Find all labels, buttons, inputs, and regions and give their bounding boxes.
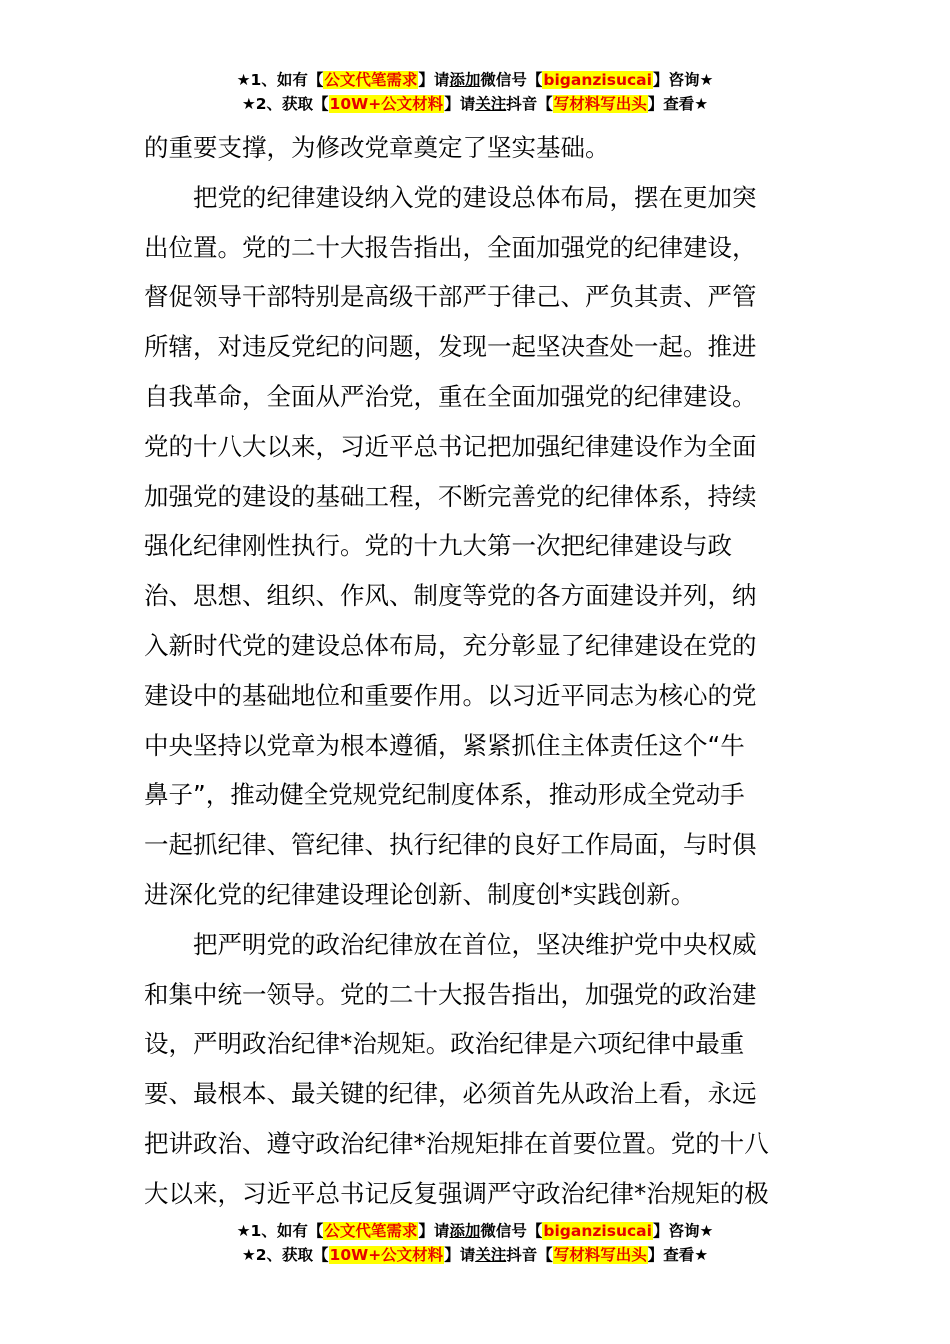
text-line: 中央坚持以党章为根本遵循，紧紧抓住主体责任这个“牛: [144, 730, 745, 760]
text-line: 党的十八大以来，习近平总书记把加强纪律建设作为全面: [144, 431, 757, 461]
text-line: 鼻子”，推动健全党规党纪制度体系，推动形成全党动手: [144, 780, 745, 810]
text-line: 一起抓纪律、管纪律、执行纪律的良好工作局面，与时俱: [144, 830, 757, 860]
text-line: 要、最根本、最关键的纪律，必须首先从政治上看，永远: [144, 1079, 757, 1109]
text-line: 自我革命，全面从严治党，重在全面加强党的纪律建设。: [144, 381, 757, 411]
banner-text: ★1、如有【: [236, 1222, 324, 1240]
banner-underline: 添加: [449, 71, 481, 89]
banner-text: 】查看★: [647, 95, 709, 113]
banner-highlight: biganzisucai: [543, 71, 652, 89]
banner-line-2: [0, 1243, 950, 1267]
header-banner: [0, 68, 950, 116]
banner-text: 】请: [444, 1246, 476, 1264]
banner-text: 】请: [418, 71, 450, 89]
banner-text: 】请: [444, 95, 476, 113]
banner-line-2: [0, 92, 950, 116]
banner-line-1: [0, 68, 950, 92]
text-line: 进深化党的纪律建设理论创新、制度创*实践创新。: [144, 879, 696, 909]
text-line: 督促领导干部特别是高级干部严于律己、严负其责、严管: [144, 282, 757, 312]
text-line: 的重要支撑，为修改党章奠定了坚实基础。: [144, 133, 610, 162]
text-line: 出位置。党的二十大报告指出，全面加强党的纪律建设，: [144, 232, 757, 262]
text-line: 把讲政治、遵守政治纪律*治规矩排在首要位置。党的十八: [144, 1128, 769, 1158]
banner-underline: 关注: [475, 95, 507, 113]
banner-text: 】咨询★: [652, 1222, 714, 1240]
banner-text: ★2、获取【: [241, 95, 329, 113]
banner-underline: 关注: [475, 1246, 507, 1264]
footer-banner: [0, 1219, 950, 1267]
banner-text: 】请: [418, 1222, 450, 1240]
banner-text: 抖音【: [506, 1246, 553, 1264]
text-line: 把严明党的政治纪律放在首位，坚决维护党中央权威: [144, 929, 757, 959]
banner-highlight: 公文代笔需求: [324, 1222, 418, 1240]
banner-underline: 添加: [449, 1222, 481, 1240]
banner-text: 抖音【: [506, 95, 553, 113]
banner-highlight: 公文代笔需求: [324, 71, 418, 89]
banner-text: 微信号【: [480, 71, 543, 89]
text-line: 入新时代党的建设总体布局，充分彰显了纪律建设在党的: [144, 630, 757, 660]
text-line: 治、思想、组织、作风、制度等党的各方面建设并列，纳: [144, 581, 757, 611]
text-line: 把党的纪律建设纳入党的建设总体布局，摆在更加突: [144, 182, 757, 212]
text-line: 设，严明政治纪律*治规矩。政治纪律是六项纪律中最重: [144, 1029, 745, 1059]
text-line: 建设中的基础地位和重要作用。以习近平同志为核心的党: [144, 680, 757, 710]
text-line: 和集中统一领导。党的二十大报告指出，加强党的政治建: [144, 979, 757, 1009]
banner-line-1: [0, 1219, 950, 1243]
text-line: 加强党的建设的基础工程，不断完善党的纪律体系，持续: [144, 481, 757, 511]
text-line: 强化纪律刚性执行。党的十九大第一次把纪律建设与政: [144, 531, 732, 561]
banner-highlight: biganzisucai: [543, 1222, 652, 1240]
banner-highlight: 写材料写出头: [553, 95, 647, 113]
banner-highlight: 写材料写出头: [553, 1246, 647, 1264]
text-line: 大以来，习近平总书记反复强调严守政治纪律*治规矩的极: [144, 1178, 769, 1208]
banner-highlight: 10W+公文材料: [329, 1246, 444, 1264]
banner-text: ★1、如有【: [236, 71, 324, 89]
banner-highlight: 10W+公文材料: [329, 95, 444, 113]
banner-text: 】咨询★: [652, 71, 714, 89]
text-line: 所辖，对违反党纪的问题，发现一起坚决查处一起。推进: [144, 332, 757, 362]
banner-text: ★2、获取【: [241, 1246, 329, 1264]
document-body: [144, 123, 808, 1219]
banner-text: 】查看★: [647, 1246, 709, 1264]
banner-text: 微信号【: [480, 1222, 543, 1240]
